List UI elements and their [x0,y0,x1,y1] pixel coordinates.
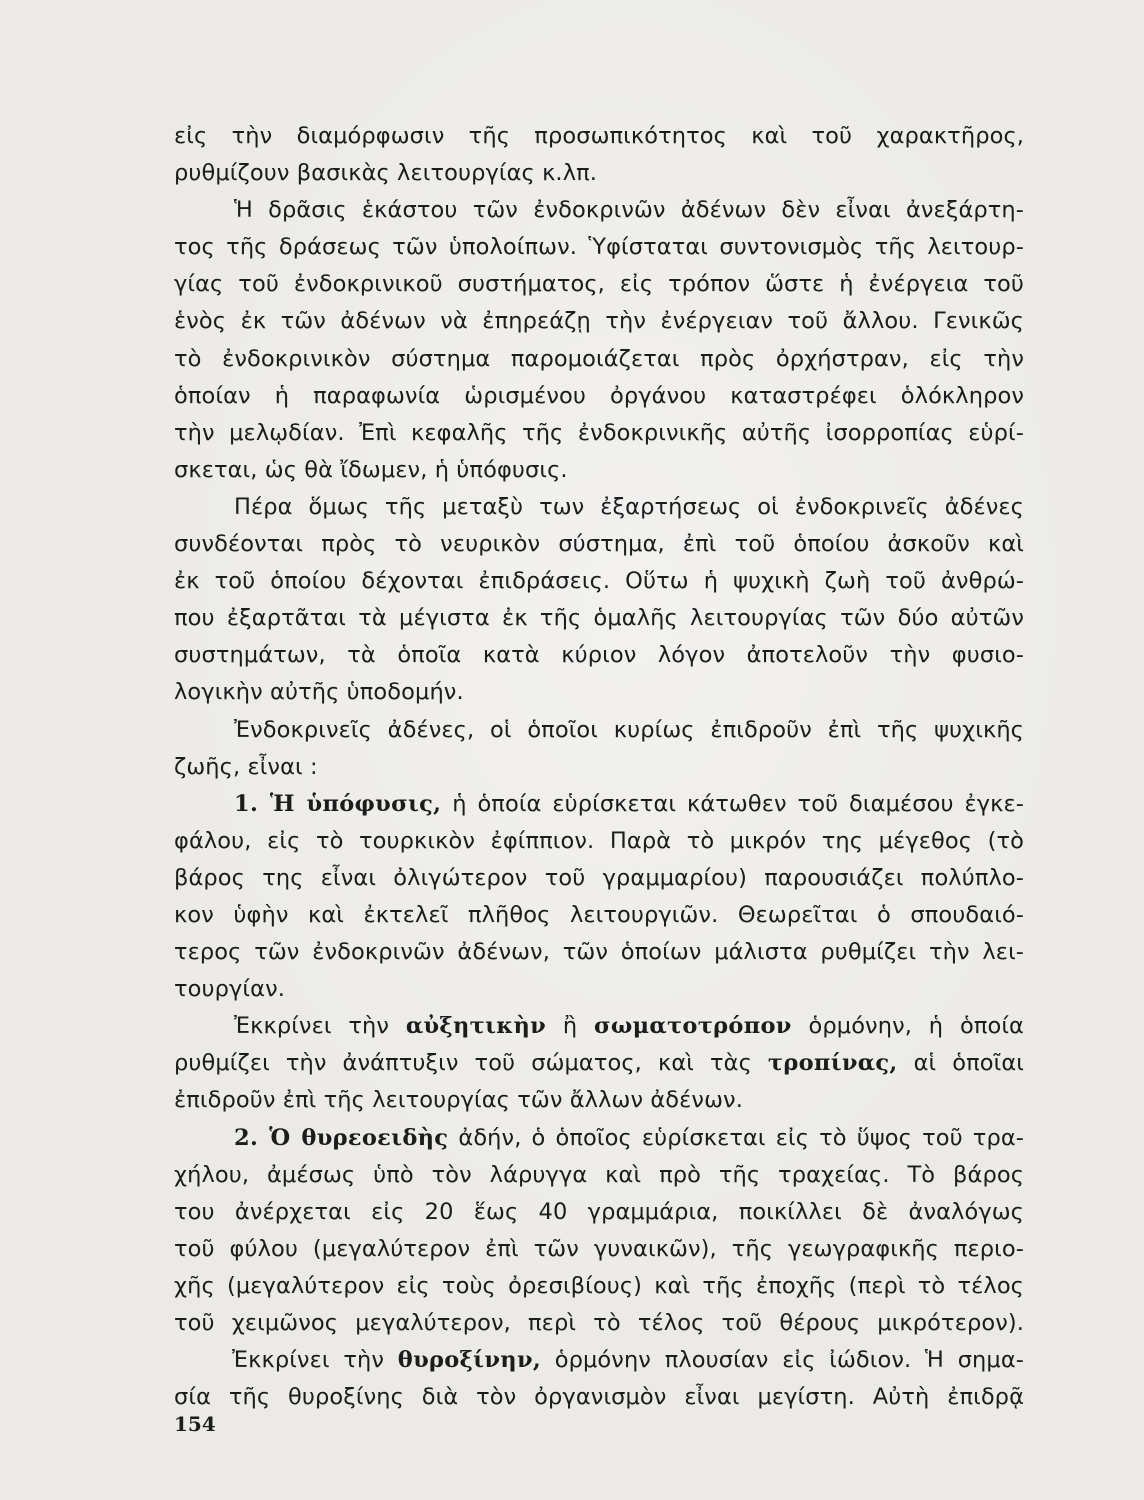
text-segment: γίας τοῦ ἐνδοκρινικοῦ συστήματος, εἰς τρόπον ὥστε ἡ ἐνέργεια τοῦ [174,271,1024,298]
text-segment: ἑνὸς ἐκ τῶν ἀδένων νὰ ἐπηρεάζῃ τὴν ἐνέργειαν τοῦ ἄλλου. Γενικῶς [174,308,1024,335]
text-line [174,192,1024,229]
text-segment: τὸ ἐνδοκρινικὸν σύστημα παρομοιάζεται πρὸς ὀρχήστραν, εἰς τὴν [174,345,1024,372]
text-segment: ὁρμόνην πλουσίαν εἰς ἰώδιον. Ἡ σημα- [540,1347,1024,1374]
text-line [174,229,1024,266]
bold-term: τροπίνας, [767,1050,898,1077]
text-line [174,860,1024,897]
text-line [174,303,1024,340]
text-line [174,749,1024,786]
text-segment: Ἐνδοκρινεῖς ἀδένες, οἱ ὁποῖοι κυρίως ἐπιδροῦν ἐπὶ τῆς ψυχικῆς [234,716,1024,743]
text-line [174,1379,1024,1416]
text-segment: χῆς (μεγαλύτερον εἰς τοὺς ὀρεσιβίους) καὶ τῆς ἐποχῆς (περὶ τὸ τέλος [174,1272,1024,1299]
text-line [174,563,1024,600]
text-line [174,526,1024,563]
text-segment: ὁποίαν ἡ παραφωνία ὡρισμένου ὀργάνου καταστρέφει ὁλόκληρον [174,382,1024,409]
text-line [174,786,1024,823]
text-line [174,1045,1024,1082]
text-line [174,1194,1024,1231]
text-line [174,155,1024,192]
text-segment: ἡ ὁποία εὑρίσκεται κάτωθεν τοῦ διαμέσου ἐγκε- [441,790,1024,817]
text-line [174,1120,1024,1157]
text-segment: φάλου, εἰς τὸ τουρκικὸν ἐφίππιον. Παρὰ τὸ μικρόν της μέγεθος (τὸ [174,827,1024,854]
bold-term: αὐξητικὴν [405,1013,547,1040]
text-line [174,637,1024,674]
body-text [174,118,1024,1416]
bold-term: θυροξίνην, [397,1347,541,1374]
text-segment: ἢ [546,1013,594,1040]
text-segment: τος τῆς δράσεως τῶν ὑπολοίπων. Ὑφίσταται συντονισμὸς τῆς λειτουρ- [174,234,1024,261]
text-line [174,415,1024,452]
bold-term: 1. Ἡ ὑπόφυσις, [234,790,442,817]
page-number: 154 [174,1412,216,1436]
text-segment: Ἡ δρᾶσις ἑκάστου τῶν ἐνδοκρινῶν ἀδένων δὲν εἶναι ἀνεξάρτη- [234,197,1024,224]
text-line [174,712,1024,749]
text-segment: λογικὴν αὐτῆς ὑποδομήν. [174,679,464,706]
text-segment: ὁρμόνην, ἡ ὁποία [791,1013,1024,1040]
text-line [174,1231,1024,1268]
text-segment: συστημάτων, τὰ ὁποῖα κατὰ κύριον λόγον ἀποτελοῦν τὴν φυσιο- [174,642,1024,669]
text-line [174,1268,1024,1305]
text-line [174,934,1024,971]
text-segment: εἰς τὴν διαμόρφωσιν τῆς προσωπικότητος καὶ τοῦ χαρακτῆρος, [174,123,1024,149]
text-segment: που ἐξαρτᾶται τὰ μέγιστα ἐκ τῆς ὁμαλῆς λειτουργίας τῶν δύο αὐτῶν [174,605,1024,632]
text-segment: ἐκ τοῦ ὁποίου δέχονται ἐπιδράσεις. Οὕτω ἡ ψυχικὴ ζωὴ τοῦ ἀνθρώ- [174,568,1024,595]
text-segment: ρυθμίζουν βασικὰς λειτουργίας κ.λπ. [174,160,598,187]
text-segment: τερος τῶν ἐνδοκρινῶν ἀδένων, τῶν ὁποίων μάλιστα ρυθμίζει τὴν λει- [174,939,1024,966]
text-segment: βάρος της εἶναι ὀλιγώτερον τοῦ γραμμαρίου) παρουσιάζει πολύπλο- [174,864,1024,891]
text-segment: Πέρα ὅμως τῆς μεταξὺ των ἐξαρτήσεως οἱ ἐνδοκρινεῖς ἀδένες [234,493,1024,520]
text-line [174,118,1024,155]
text-line [174,674,1024,711]
text-line [174,266,1024,303]
text-segment: τοῦ φύλου (μεγαλύτερον ἐπὶ τῶν γυναικῶν), τῆς γεωγραφικῆς περιο- [174,1235,1024,1262]
text-line [174,378,1024,415]
text-segment: του ἀνέρχεται εἰς 20 ἕως 40 γραμμάρια, ποικίλλει δὲ ἀναλόγως [174,1198,1024,1225]
text-line [174,823,1024,860]
text-line [174,1305,1024,1342]
bold-term: σωματοτρόπον [593,1013,792,1040]
text-segment: τοῦ χειμῶνος μεγαλύτερον, περὶ τὸ τέλος τοῦ θέρους μικρότερον). [174,1310,1024,1336]
text-segment: ρυθμίζει τὴν ἀνάπτυξιν τοῦ σώματος, καὶ τὰς [174,1050,768,1077]
text-segment: τὴν μελῳδίαν. Ἐπὶ κεφαλῆς τῆς ἐνδοκρινικῆς αὐτῆς ἰσορροπίας εὑρί- [174,419,1024,446]
text-line [174,1342,1024,1379]
text-line [174,897,1024,934]
text-segment: χήλου, ἀμέσως ὑπὸ τὸν λάρυγγα καὶ πρὸ τῆς τραχείας. Τὸ βάρος [174,1161,1024,1188]
bold-term: 2. Ὁ θυρεοειδὴς [234,1124,449,1151]
text-line [174,489,1024,526]
text-segment: ἐπιδροῦν ἐπὶ τῆς λειτουργίας τῶν ἄλλων ἀδένων. [174,1087,743,1114]
text-segment: τουργίαν. [174,976,285,1003]
text-segment: ζωῆς, εἶναι : [174,753,318,780]
text-segment: σία τῆς θυροξίνης διὰ τὸν ὀργανισμὸν εἶναι μεγίστη. Αὐτὴ ἐπιδρᾷ [174,1384,1024,1411]
text-segment: ἀδήν, ὁ ὁποῖος εὑρίσκεται εἰς τὸ ὕψος τοῦ τρα- [448,1124,1024,1151]
text-segment: σκεται, ὡς θὰ ἴδωμεν, ἡ ὑπόφυσις. [174,456,568,483]
text-line [174,452,1024,489]
text-segment: Ἐκκρίνει τὴν [234,1013,406,1040]
text-segment: Ἐκκρίνει τὴν [232,1347,398,1374]
text-segment: συνδέονται πρὸς τὸ νευρικὸν σύστημα, ἐπὶ τοῦ ὁποίου ἀσκοῦν καὶ [174,531,1024,558]
text-line [174,1082,1024,1119]
text-line [174,971,1024,1008]
text-line [174,341,1024,378]
text-segment: αἱ ὁποῖαι [897,1050,1024,1077]
text-line [174,1008,1024,1045]
text-segment: κον ὑφὴν καὶ ἐκτελεῖ πλῆθος λειτουργιῶν. Θεωρεῖται ὁ σπουδαιό- [174,901,1024,928]
text-line [174,600,1024,637]
text-line [174,1157,1024,1194]
